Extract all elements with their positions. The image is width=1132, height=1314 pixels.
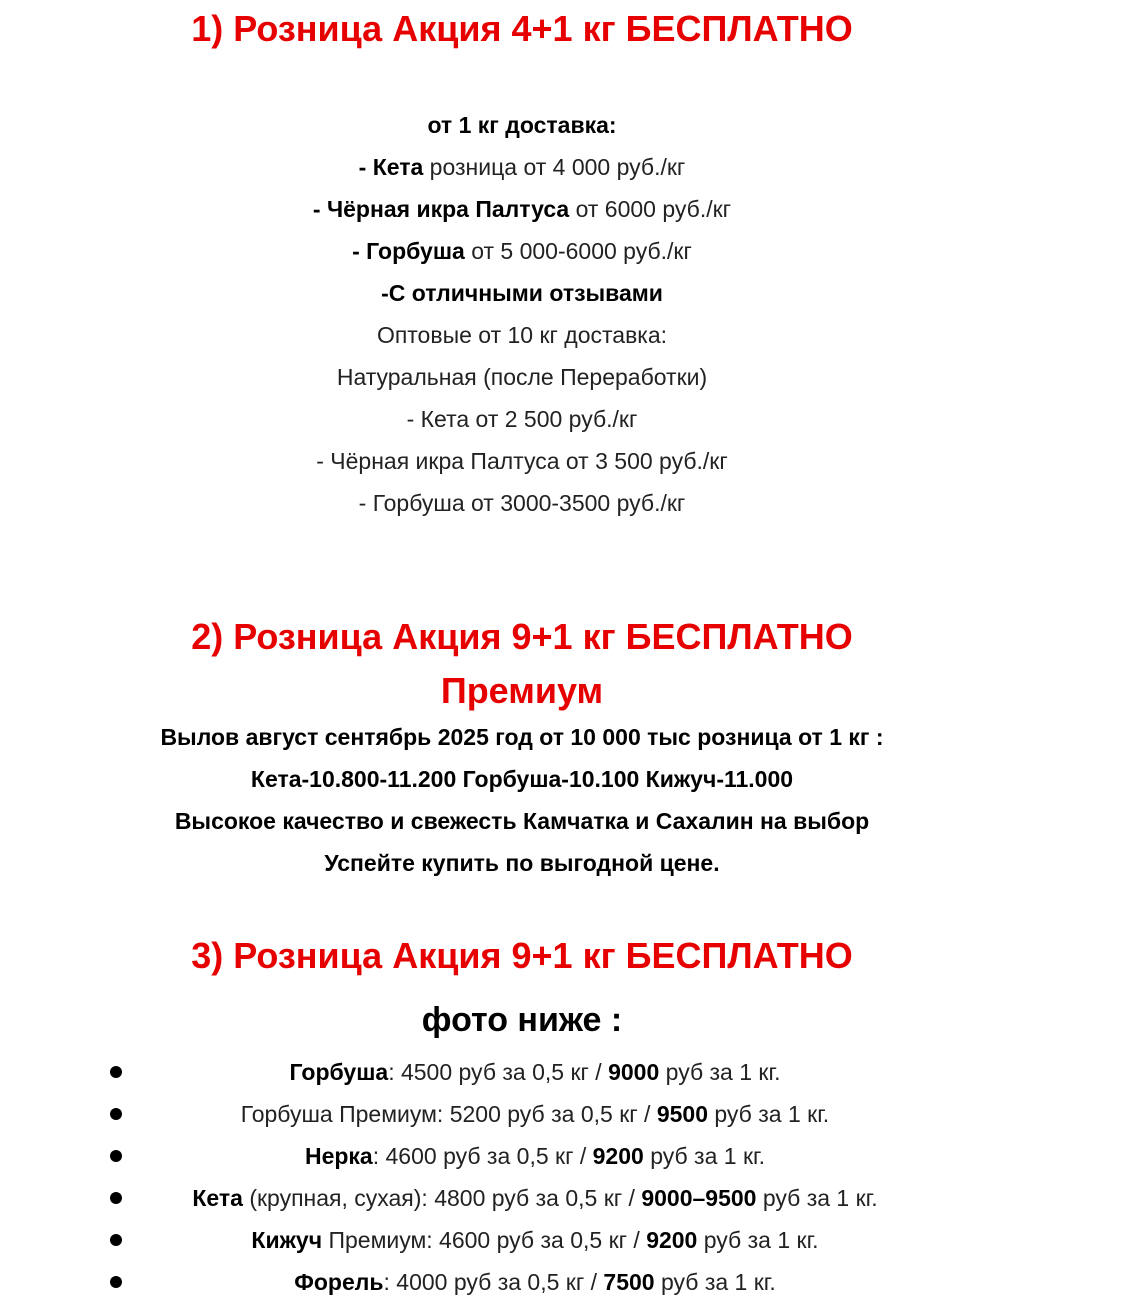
list-item: [120, 1183, 950, 1213]
section1-item-caviar: [0, 194, 1044, 224]
section1-item-keta: [0, 152, 1044, 182]
section1-heading: 1) Розница Акция 4+1 кг БЕСПЛАТНО: [191, 8, 853, 49]
section1-wholesale-item: - Чёрная икра Палтуса от 3 500 руб./кг: [316, 448, 728, 474]
section3-photo-title: фото ниже :: [421, 1001, 623, 1039]
item-price: 9000–9500: [641, 1185, 757, 1211]
section2-line: Вылов август сентябрь 2025 год от 10 000 тыс розница от 1 кг :: [160, 724, 884, 750]
section1-item-gorbusha: [0, 236, 1044, 266]
item-name: Форель: [294, 1269, 384, 1295]
item-tail: руб за 1 кг.: [659, 1059, 781, 1085]
section2-line: Высокое качество и свежесть Камчатка и Сахалин на выбор: [174, 808, 870, 834]
section2-line: Успейте купить по выгодной цене.: [324, 850, 720, 876]
section1-delivery-title: от 1 кг доставка:: [427, 112, 617, 138]
section2-line: Кета-10.800-11.200 Горбуша-10.100 Кижуч-11.000: [250, 766, 794, 792]
section1-wholesale-item: - Кета от 2 500 руб./кг: [406, 406, 638, 432]
item-price: 7500: [603, 1269, 655, 1295]
list-item: [120, 1225, 950, 1255]
item-tail: руб за 1 кг.: [756, 1185, 878, 1211]
item-detail: : 4600 руб за 0,5 кг /: [372, 1143, 593, 1169]
section1-wholesale-item: - Горбуша от 3000-3500 руб./кг: [358, 490, 686, 516]
item-price: 9200: [592, 1143, 644, 1169]
list-item: [120, 1267, 950, 1297]
item-tail: руб за 1 кг.: [654, 1269, 776, 1295]
item-detail: от 6000 руб./кг: [569, 196, 732, 222]
item-detail: Премиум: 4600 руб за 0,5 кг /: [322, 1227, 647, 1253]
item-name: Кижуч: [251, 1227, 323, 1253]
item-detail: : 4000 руб за 0,5 кг /: [383, 1269, 604, 1295]
section1-wholesale-title: Оптовые от 10 кг доставка:: [376, 322, 668, 348]
section2-heading: 2) Розница Акция 9+1 кг БЕСПЛАТНО: [191, 616, 853, 657]
item-detail: розница от 4 000 руб./кг: [423, 154, 686, 180]
item-price: 9000: [608, 1059, 660, 1085]
item-name: - Чёрная икра Палтуса: [312, 196, 570, 222]
item-price: 9200: [646, 1227, 698, 1253]
section3-heading: 3) Розница Акция 9+1 кг БЕСПЛАТНО: [191, 935, 853, 976]
item-tail: руб за 1 кг.: [697, 1227, 819, 1253]
section1-reviews: -С отличными отзывами: [381, 280, 663, 306]
item-name: Кета: [192, 1185, 243, 1211]
item-name: Нерка: [304, 1143, 373, 1169]
item-price: 9500: [656, 1101, 708, 1127]
item-name: Горбуша: [289, 1059, 389, 1085]
list-item: [120, 1099, 950, 1129]
item-name: - Горбуша: [352, 238, 465, 264]
section1-natural: Натуральная (после Переработки): [336, 364, 708, 390]
list-item: [120, 1057, 950, 1087]
section2-subheading: Премиум: [440, 670, 604, 711]
item-tail: руб за 1 кг.: [643, 1143, 766, 1169]
item-detail: от 5 000-6000 руб./кг: [464, 238, 692, 264]
item-detail: (крупная, сухая): 4800 руб за 0,5 кг /: [242, 1185, 642, 1211]
item-name: - Кета: [358, 154, 424, 180]
item-tail: руб за 1 кг.: [708, 1101, 830, 1127]
item-detail: : 4500 руб за 0,5 кг /: [388, 1059, 609, 1085]
item-detail: Горбуша Премиум: 5200 руб за 0,5 кг /: [240, 1101, 657, 1127]
list-item: [120, 1141, 950, 1171]
